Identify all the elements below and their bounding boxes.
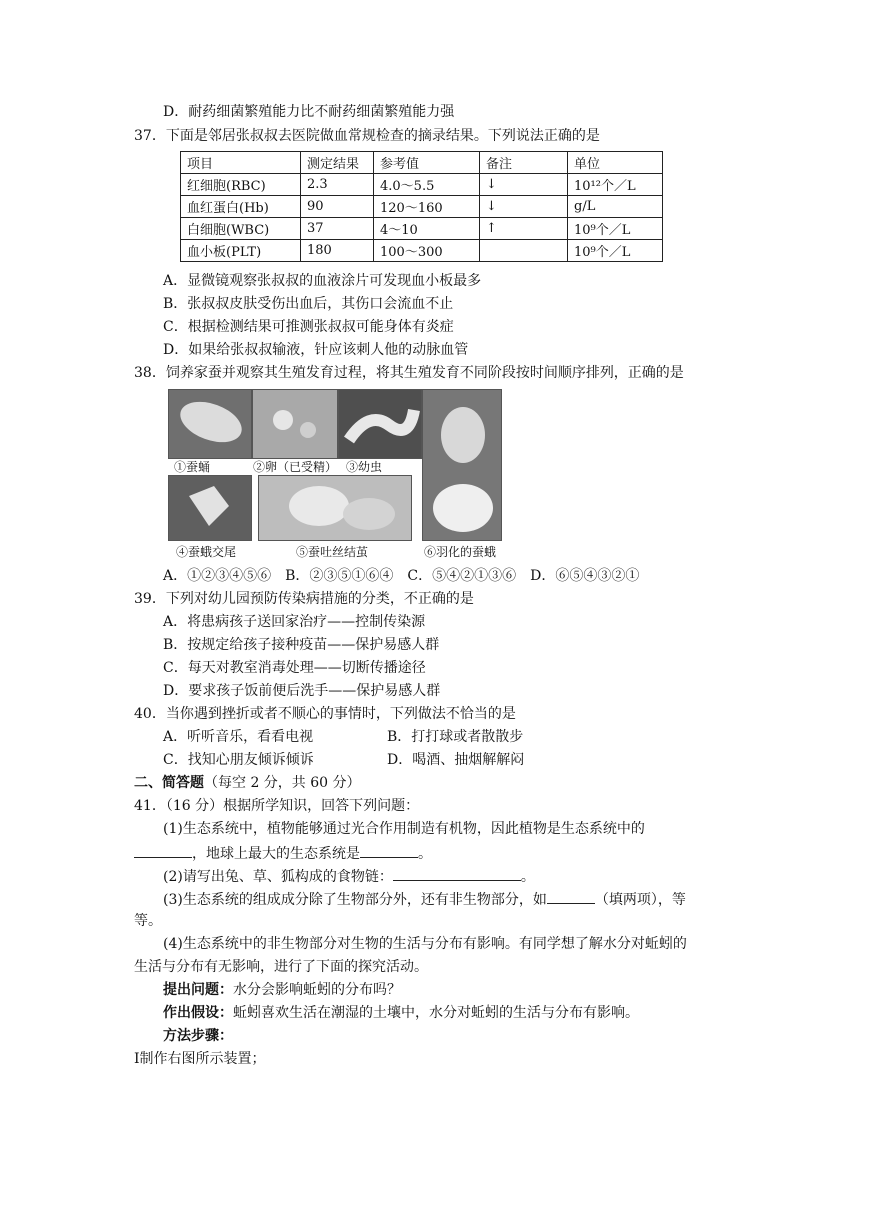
q37-option-a: A．显微镜观察张叔叔的血液涂片可发现血小板最多 (163, 273, 482, 289)
q41-stem: 41．（16 分）根据所学知识，回答下列问题： (134, 798, 420, 814)
q41-part1-text: ，地球上最大的生态系统是 (192, 846, 360, 862)
table-cell: ↓ (480, 174, 568, 196)
answer-blank[interactable] (360, 843, 418, 858)
silkworm-egg-image (252, 389, 338, 459)
header-cell: 参考值 (374, 152, 480, 174)
food-chain-blank[interactable] (393, 866, 521, 881)
answer-blank[interactable] (134, 843, 192, 858)
table-cell: g/L (568, 196, 663, 218)
q37-stem: 37．下面是邻居张叔叔去医院做血常规检查的摘录结果。下列说法正确的是 (134, 128, 600, 144)
q37-option-c: C．根据检测结果可推测张叔叔可能身体有炎症 (163, 319, 454, 335)
caption-moth: ⑥羽化的蚕蛾 (424, 545, 497, 559)
q38-options: A．①②③④⑤⑥ B．②③⑤①⑥④ C．⑤④②①③⑥ D．⑥⑤④③②① (163, 568, 640, 584)
table-cell: 血红蛋白(Hb) (181, 196, 301, 218)
table-row (181, 196, 663, 218)
q41-part2-end: 。 (520, 869, 535, 885)
q40-option-a: A．听听音乐，看看电视 (163, 729, 314, 745)
section-2-heading (134, 774, 361, 792)
table-cell: 90 (301, 196, 374, 218)
table-cell: 血小板(PLT) (181, 240, 301, 262)
table-cell: 白细胞(WBC) (181, 218, 301, 240)
table-cell (480, 240, 568, 262)
q36-option-d: D．耐药细菌繁殖能力比不耐药细菌繁殖能力强 (163, 104, 455, 120)
header-cell: 备注 (480, 152, 568, 174)
table-cell: 120～160 (374, 196, 480, 218)
q41-part4-line2: 生活与分布有无影响，进行了下面的探究活动。 (134, 959, 428, 975)
table-cell: 10⁹个／L (568, 240, 663, 262)
caption-pupa: ①蚕蛹 (174, 460, 211, 474)
q40-option-c: C．找知心朋友倾诉倾诉 (163, 752, 314, 768)
q41-part4-line1: (4)生态系统中的非生物部分对生物的生活与分布有影响。有同学想了解水分对蚯蚓的 (163, 936, 687, 952)
table-cell: 4～10 (374, 218, 480, 240)
q41-part3-text: (3)生态系统的组成成分除了生物部分外，还有非生物部分，如 (163, 892, 547, 908)
emerged-moth-image (422, 389, 502, 541)
q39-option-b: B．按规定给孩子接种疫苗——保护易感人群 (163, 637, 440, 653)
caption-egg: ②卵（已受精） (253, 460, 338, 474)
method-label: 方法步骤： (163, 1028, 233, 1044)
answer-blank[interactable] (547, 889, 595, 904)
q41-part3-line2: 等。 (134, 913, 162, 929)
q37-option-b: B．张叔叔皮肤受伤出血后，其伤口会流血不止 (163, 296, 454, 312)
table-cell: 4.0～5.5 (374, 174, 480, 196)
caption-mating: ④蚕蛾交尾 (176, 545, 237, 559)
q40-option-d: D．喝酒、抽烟解解闷 (387, 752, 525, 768)
q38-stem: 38．饲养家蚕并观察其生殖发育过程，将其生殖发育不同阶段按时间顺序排列，正确的是 (134, 365, 684, 381)
table-cell: ↑ (480, 218, 568, 240)
q39-option-c: C．每天对教室消毒处理——切断传播途径 (163, 660, 426, 676)
table-cell: ↓ (480, 196, 568, 218)
section-2-note: （每空 2 分，共 60 分） (204, 775, 361, 791)
table-cell: 180 (301, 240, 374, 262)
hypothesis-statement (163, 1004, 639, 1022)
table-cell: 10⁹个／L (568, 218, 663, 240)
q41-part1-line1: (1)生态系统中，植物能够通过光合作用制造有机物，因此植物是生态系统中的 (163, 821, 645, 837)
method-step-1: Ⅰ制作右图所示装置； (134, 1051, 266, 1067)
q39-stem: 39．下列对幼儿园预防传染病措施的分类，不正确的是 (134, 591, 474, 607)
table-header-row (181, 152, 663, 174)
hypothesis-label: 作出假设： (163, 1005, 233, 1021)
caption-cocoon: ⑤蚕吐丝结茧 (296, 545, 369, 559)
q41-part3-text-b: （填两项），等 (594, 892, 686, 908)
question-text: 水分会影响蚯蚓的分布吗？ (233, 982, 401, 998)
q41-part2-text: (2)请写出兔、草、狐构成的食物链： (163, 869, 393, 885)
cocoon-spinning-image (258, 475, 412, 541)
table-cell: 红细胞(RBC) (181, 174, 301, 196)
question-label: 提出问题： (163, 982, 233, 998)
header-cell: 测定结果 (301, 152, 374, 174)
q41-part2 (163, 866, 535, 886)
q37-option-d: D．如果给张叔叔输液，针应该刺人他的动脉血管 (163, 342, 469, 358)
table-row (181, 174, 663, 196)
q41-part1-line2 (134, 843, 432, 863)
header-cell: 单位 (568, 152, 663, 174)
table-cell: 100～300 (374, 240, 480, 262)
table-cell: 2.3 (301, 174, 374, 196)
q40-stem: 40．当你遇到挫折或者不顺心的事情时，下列做法不恰当的是 (134, 706, 516, 722)
header-cell: 项目 (181, 152, 301, 174)
q41-part1-end: 。 (418, 846, 432, 862)
moth-mating-image (168, 475, 252, 541)
q39-option-d: D．要求孩子饭前便后洗手——保护易感人群 (163, 683, 441, 699)
silkworm-larva-image (338, 389, 422, 459)
table-cell: 37 (301, 218, 374, 240)
blood-test-table (180, 151, 663, 262)
hypothesis-text: 蚯蚓喜欢生活在潮湿的土壤中，水分对蚯蚓的生活与分布有影响。 (233, 1005, 639, 1021)
silkworm-pupa-image (168, 389, 252, 459)
q41-part3-line1 (163, 889, 686, 909)
q39-option-a: A．将患病孩子送回家治疗——控制传染源 (163, 614, 426, 630)
caption-larva: ③幼虫 (346, 460, 383, 474)
q40-option-b: B．打打球或者散散步 (387, 729, 524, 745)
table-cell: 10¹²个／L (568, 174, 663, 196)
section-2-title: 二、简答题 (134, 775, 204, 791)
table-row (181, 240, 663, 262)
table-row (181, 218, 663, 240)
question-statement (163, 981, 401, 999)
